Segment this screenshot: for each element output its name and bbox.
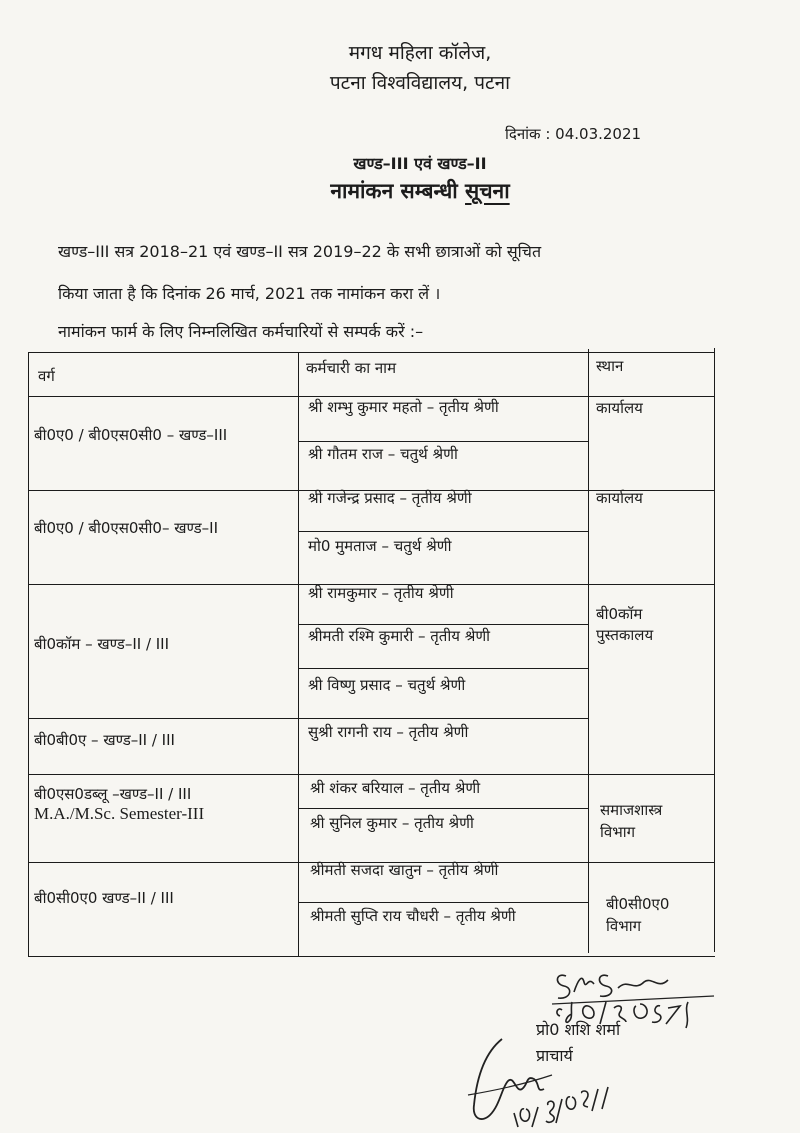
body-line-2: किया जाता है कि दिनांक 26 मार्च, 2021 तक नामांकन करा लें । xyxy=(58,284,441,303)
college-name: मगध महिला कॉलेज, xyxy=(348,42,492,64)
khand-heading: खण्ड–III एवं खण्ड–II xyxy=(353,154,487,173)
header-name: कर्मचारी का नाम xyxy=(306,359,397,377)
varg-cell: बी0सी0ए0 खण्ड–II / III xyxy=(34,889,174,907)
staff-cell: श्री गौतम राज – चतुर्थ श्रेणी xyxy=(308,445,458,463)
staff-cell: मो0 मुमताज – चतुर्थ श्रेणी xyxy=(308,537,452,555)
sthan-cell: विभाग xyxy=(606,917,642,935)
staff-cell: श्री शम्भु कुमार महतो – तृतीय श्रेणी xyxy=(308,398,499,416)
staff-cell: सुश्री रागनी राय – तृतीय श्रेणी xyxy=(308,723,469,741)
row-divider xyxy=(298,624,589,625)
university-name: पटना विश्वविद्यालय, पटना xyxy=(329,72,511,94)
varg-cell: बी0बी0ए – खण्ड–II / III xyxy=(34,731,175,749)
sthan-cell: विभाग xyxy=(600,823,636,841)
staff-cell: श्रीमती रश्मि कुमारी – तृतीय श्रेणी xyxy=(308,627,491,645)
table-border-top xyxy=(28,352,715,353)
sthan-cell: कार्यालय xyxy=(596,399,643,417)
group-divider xyxy=(28,774,715,775)
varg-cell: बी0ए0 / बी0एस0सी0– खण्ड–II xyxy=(34,519,218,537)
sthan-cell: समाजशास्त्र xyxy=(600,801,663,819)
receiving-signature xyxy=(462,1035,622,1130)
staff-cell: श्री विष्णु प्रसाद – चतुर्थ श्रेणी xyxy=(308,676,466,694)
table-divider-1 xyxy=(298,352,299,956)
principal-designation: प्राचार्य xyxy=(536,1046,573,1065)
staff-cell: श्रीमती सुप्ति राय चौधरी – तृतीय श्रेणी xyxy=(310,907,516,925)
sthan-cell: कार्यालय xyxy=(596,489,643,507)
header-varg: वर्ग xyxy=(38,367,55,385)
title-main: नामांकन सम्बन्धी xyxy=(330,179,466,203)
staff-cell: श्री सुनिल कुमार – तृतीय श्रेणी xyxy=(310,814,474,832)
row-divider xyxy=(298,531,589,532)
table-border-left xyxy=(28,352,29,956)
varg-cell: बी0एस0डब्लू –खण्ड–II / III xyxy=(34,785,192,803)
body-line-3: नामांकन फार्म के लिए निम्नलिखित कर्मचारियों से सम्पर्क करें :– xyxy=(58,322,424,341)
staff-cell: श्री रामकुमार – तृतीय श्रेणी xyxy=(308,584,454,602)
row-divider xyxy=(298,902,589,903)
staff-cell: श्री गजेन्द्र प्रसाद – तृतीय श्रेणी xyxy=(308,489,472,507)
varg-cell: बी0कॉम – खण्ड–II / III xyxy=(34,635,170,653)
staff-cell: श्रीमती सजदा खातुन – तृतीय श्रेणी xyxy=(310,861,499,879)
sthan-cell: पुस्तकालय xyxy=(596,626,654,644)
table-border-bottom xyxy=(28,956,715,957)
group-divider xyxy=(28,718,589,719)
title-underlined: सूचना xyxy=(465,179,510,203)
varg-cell-english: M.A./M.Sc. Semester-III xyxy=(34,804,205,823)
notice-date: दिनांक : 04.03.2021 xyxy=(505,125,642,143)
principal-name: प्रो0 शशि शर्मा xyxy=(536,1020,621,1039)
row-divider xyxy=(298,808,589,809)
sthan-cell: बी0कॉम xyxy=(596,605,643,623)
college-header xyxy=(0,38,800,98)
varg-cell: बी0ए0 / बी0एस0सी0 – खण्ड–III xyxy=(34,426,228,444)
body-line-1: खण्ड–III सत्र 2018–21 एवं खण्ड–II सत्र 2019–22 के सभी छात्राओं को सूचित xyxy=(58,242,542,261)
staff-cell: श्री शंकर बरियाल – तृतीय श्रेणी xyxy=(310,779,481,797)
row-divider xyxy=(298,441,589,442)
notice-title xyxy=(0,177,800,205)
row-divider xyxy=(298,668,589,669)
sthan-cell: बी0सी0ए0 xyxy=(606,895,670,913)
header-sthan: स्थान xyxy=(596,357,624,375)
